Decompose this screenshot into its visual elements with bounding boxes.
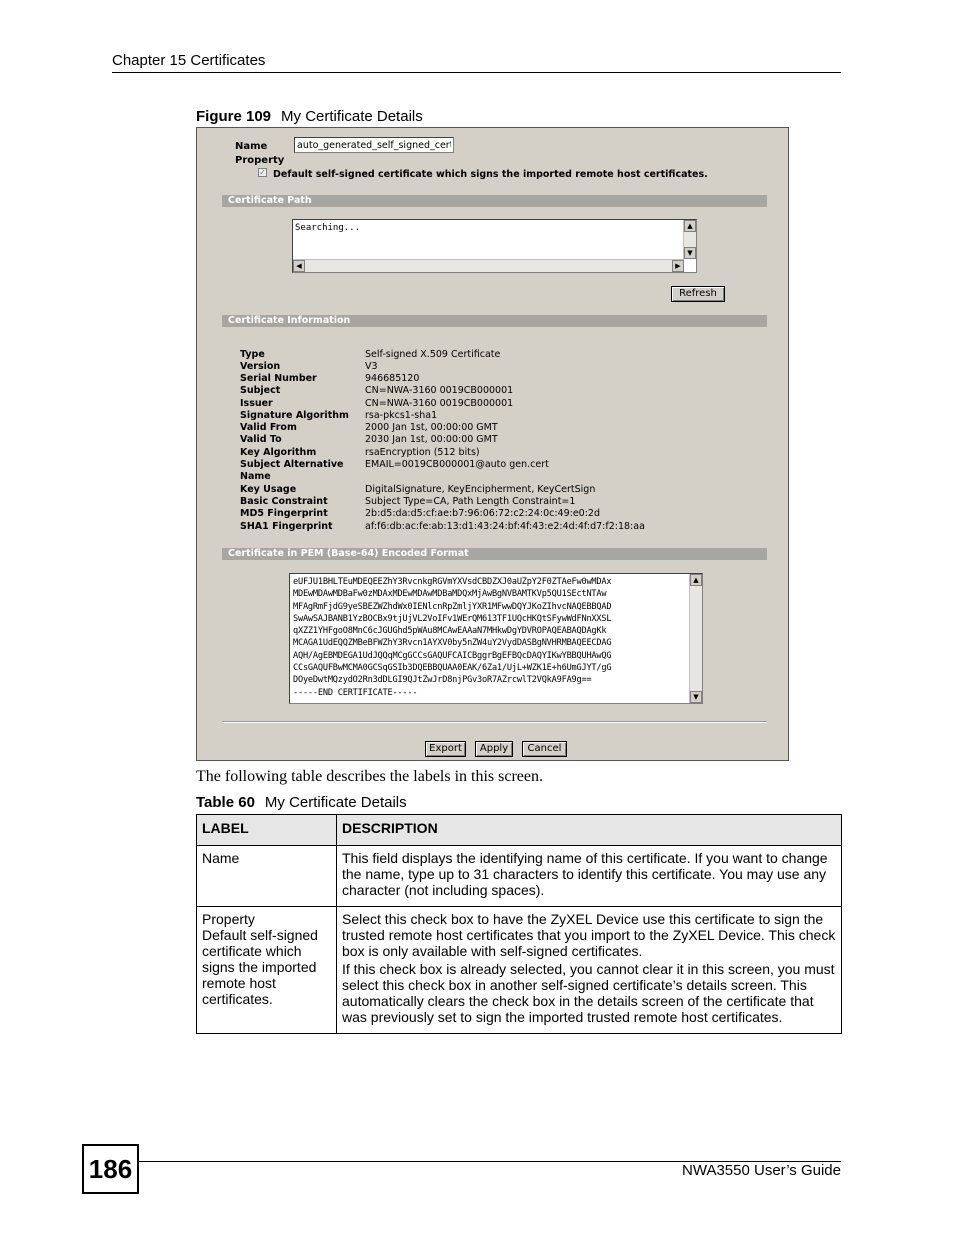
table-row	[197, 846, 842, 907]
default-signer-checkbox[interactable]: ✓	[259, 168, 266, 177]
info-value: 946685120	[365, 373, 420, 384]
info-value: 2000 Jan 1st, 00:00:00 GMT	[365, 422, 498, 433]
header-rule	[112, 72, 841, 73]
certificate-details-screen	[196, 127, 789, 761]
figure-number: Figure 109	[196, 108, 272, 125]
info-label: Subject Alternative	[240, 459, 344, 470]
scroll-down-icon[interactable]: ▼	[690, 691, 702, 703]
label-description-table	[196, 814, 842, 1034]
chapter-header: Chapter 15 Certificates	[112, 52, 266, 69]
default-signer-label: Default self-signed certificate which signs the imported remote host certificates.	[273, 169, 708, 180]
table-row	[197, 907, 842, 1034]
pem-line: DOyeDwtMQzydO2Rn3dDLGI9QJtZwJrD8njPGv3oR7AZrcwlT2VQkA9FA9g==	[293, 675, 592, 686]
pem-header: Certificate in PEM (Base-64) Encoded Format	[222, 548, 767, 560]
info-value: CN=NWA-3160 0019CB000001	[365, 398, 514, 409]
refresh-button[interactable]: Refresh	[671, 286, 725, 302]
info-value: Subject Type=CA, Path Length Constraint=1	[365, 496, 576, 507]
table-cell-label: Name	[197, 846, 337, 907]
info-label: Valid From	[240, 422, 297, 433]
info-label: Type	[240, 349, 265, 360]
property-label: Property	[235, 155, 285, 166]
info-value: DigitalSignature, KeyEncipherment, KeyCertSign	[365, 484, 596, 495]
info-label: Version	[240, 361, 281, 372]
pem-line: MCAGA1UdEQQZMBeBFWZhY3Rvcn1AYXV0by5nZW4uY2VydDASBgNVHRMBAQEECDAG	[293, 638, 612, 649]
certificate-path-text: Searching...	[295, 223, 361, 233]
info-label: Subject	[240, 385, 281, 396]
scroll-up-icon[interactable]: ▲	[684, 220, 696, 232]
table-title: My Certificate Details	[264, 794, 407, 811]
table-number: Table 60	[196, 794, 255, 811]
scroll-down-icon[interactable]: ▼	[684, 247, 696, 259]
pem-line: MFAgRmFjdG9yeSBEZWZhdWx0IENlcnRpZmljYXR1MFwwDQYJKoZIhvcNAQEBBQAD	[293, 601, 612, 612]
info-label: Basic Constraint	[240, 496, 328, 507]
info-label: Key Algorithm	[240, 447, 317, 458]
page-number: 186	[82, 1144, 139, 1194]
cancel-button[interactable]: Cancel	[522, 741, 567, 757]
pem-line: eUFJU1BHLTEuMDEQEEZhY3RvcnkgRGVmYXVsdCBDZXJ0aUZpY2F0ZTAeFw0wMDAx	[293, 577, 612, 587]
name-input[interactable]	[294, 137, 454, 153]
description-paragraph: This field displays the identifying name of this certificate. If you want to change the name, type up to 31 characters to identify this certificate. You may use any character (not including spaces).	[342, 850, 828, 898]
scroll-up-icon[interactable]: ▲	[690, 574, 702, 586]
pem-line: -----END CERTIFICATE-----	[293, 687, 418, 698]
info-label: Name	[240, 471, 271, 482]
path-horizontal-scrollbar[interactable]	[293, 259, 684, 272]
info-label: Issuer	[240, 398, 273, 409]
figure-title: My Certificate Details	[281, 108, 423, 125]
info-value: V3	[365, 361, 378, 372]
figure-caption	[196, 108, 423, 125]
screen-divider	[222, 721, 767, 723]
info-label: Serial Number	[240, 373, 317, 384]
export-button[interactable]: Export	[425, 741, 466, 757]
pem-line: MDEwMDAwMDBaFw0zMDAxMDEwMDAwMDBaMDQxMjAwBgNVBAMTKVp5QU1SEctNTAw	[293, 589, 607, 600]
description-paragraph: Select this check box to have the ZyXEL Device use this certificate to sign the trusted remote host certificates that you import to the ZyXEL Device. This check box is only available with self-signed certificates.	[342, 911, 836, 959]
info-label: MD5 Fingerprint	[240, 508, 328, 519]
info-value: CN=NWA-3160 0019CB000001	[365, 385, 514, 396]
table-header-label: LABEL	[197, 815, 337, 846]
info-label: Valid To	[240, 434, 282, 445]
pem-line: qXZZ1YHFgoO8MnC6cJGUGhd5pWAu8MCAwEAAaN7MHkwDgYDVROPAQEABAQDAgKk	[293, 626, 607, 637]
apply-button[interactable]: Apply	[475, 741, 513, 757]
name-label: Name	[235, 141, 268, 152]
intro-paragraph: The following table describes the labels in this screen.	[196, 768, 544, 785]
guide-title: NWA3550 User’s Guide	[682, 1162, 841, 1179]
info-value: af:f6:db:ac:fe:ab:13:d1:43:24:bf:4f:43:e2:4d:4f:d7:f2:18:aa	[365, 521, 645, 532]
pem-line: CCsGAQUFBwMCMA0GCSqGSIb3DQEBBQUAA0EAK/6Za1/UjL+WZK1E+h6UmGJYT/gG	[293, 663, 612, 674]
certificate-path-box[interactable]	[292, 219, 697, 273]
info-value: Self-signed X.509 Certificate	[365, 349, 501, 360]
table-cell-label: Property Default self-signed certificate which signs the imported remote host certificates.	[197, 907, 337, 1034]
table-header-description: DESCRIPTION	[337, 815, 842, 846]
info-value: 2030 Jan 1st, 00:00:00 GMT	[365, 434, 498, 445]
scroll-right-icon[interactable]: ▶	[672, 260, 684, 272]
table-caption	[196, 794, 407, 811]
pem-line: AQH/AgEBMDEGA1UdJQQqMCgGCCsGAQUFCAICBggrBgEFBQcDAQYIKwYBBQUHAwQG	[293, 650, 612, 661]
info-label: Key Usage	[240, 484, 297, 495]
pem-line: SwAwSAJBANB1YzBOCBx9tjUjVL2VoIFv1WErQM613TF1UQcHKQtSFywWdFNnXXSL	[293, 613, 612, 624]
info-value: EMAIL=0019CB000001@auto gen.cert	[365, 459, 549, 470]
certificate-path-header: Certificate Path	[222, 195, 767, 207]
table-header-row	[197, 815, 842, 846]
info-label: Signature Algorithm	[240, 410, 349, 421]
table-cell-description	[337, 907, 842, 1034]
pem-textarea[interactable]	[289, 573, 703, 704]
path-vertical-scrollbar[interactable]	[683, 220, 696, 259]
description-paragraph: If this check box is already selected, you cannot clear it in this screen, you must select this check box in another self-signed certificate’s details screen. This automatically clears the check box in the details screen of the certificate that was previously set to sign the imported trusted remote host certificates.	[342, 961, 835, 1025]
scroll-left-icon[interactable]: ◀	[293, 260, 305, 272]
certificate-information-header: Certificate Information	[222, 315, 767, 327]
pem-vertical-scrollbar[interactable]	[689, 574, 702, 703]
info-value: rsaEncryption (512 bits)	[365, 447, 480, 458]
info-value: 2b:d5:da:d5:cf:ae:b7:96:06:72:c2:24:0c:49:e0:2d	[365, 508, 600, 519]
info-value: rsa-pkcs1-sha1	[365, 410, 438, 421]
table-cell-description	[337, 846, 842, 907]
info-label: SHA1 Fingerprint	[240, 521, 333, 532]
